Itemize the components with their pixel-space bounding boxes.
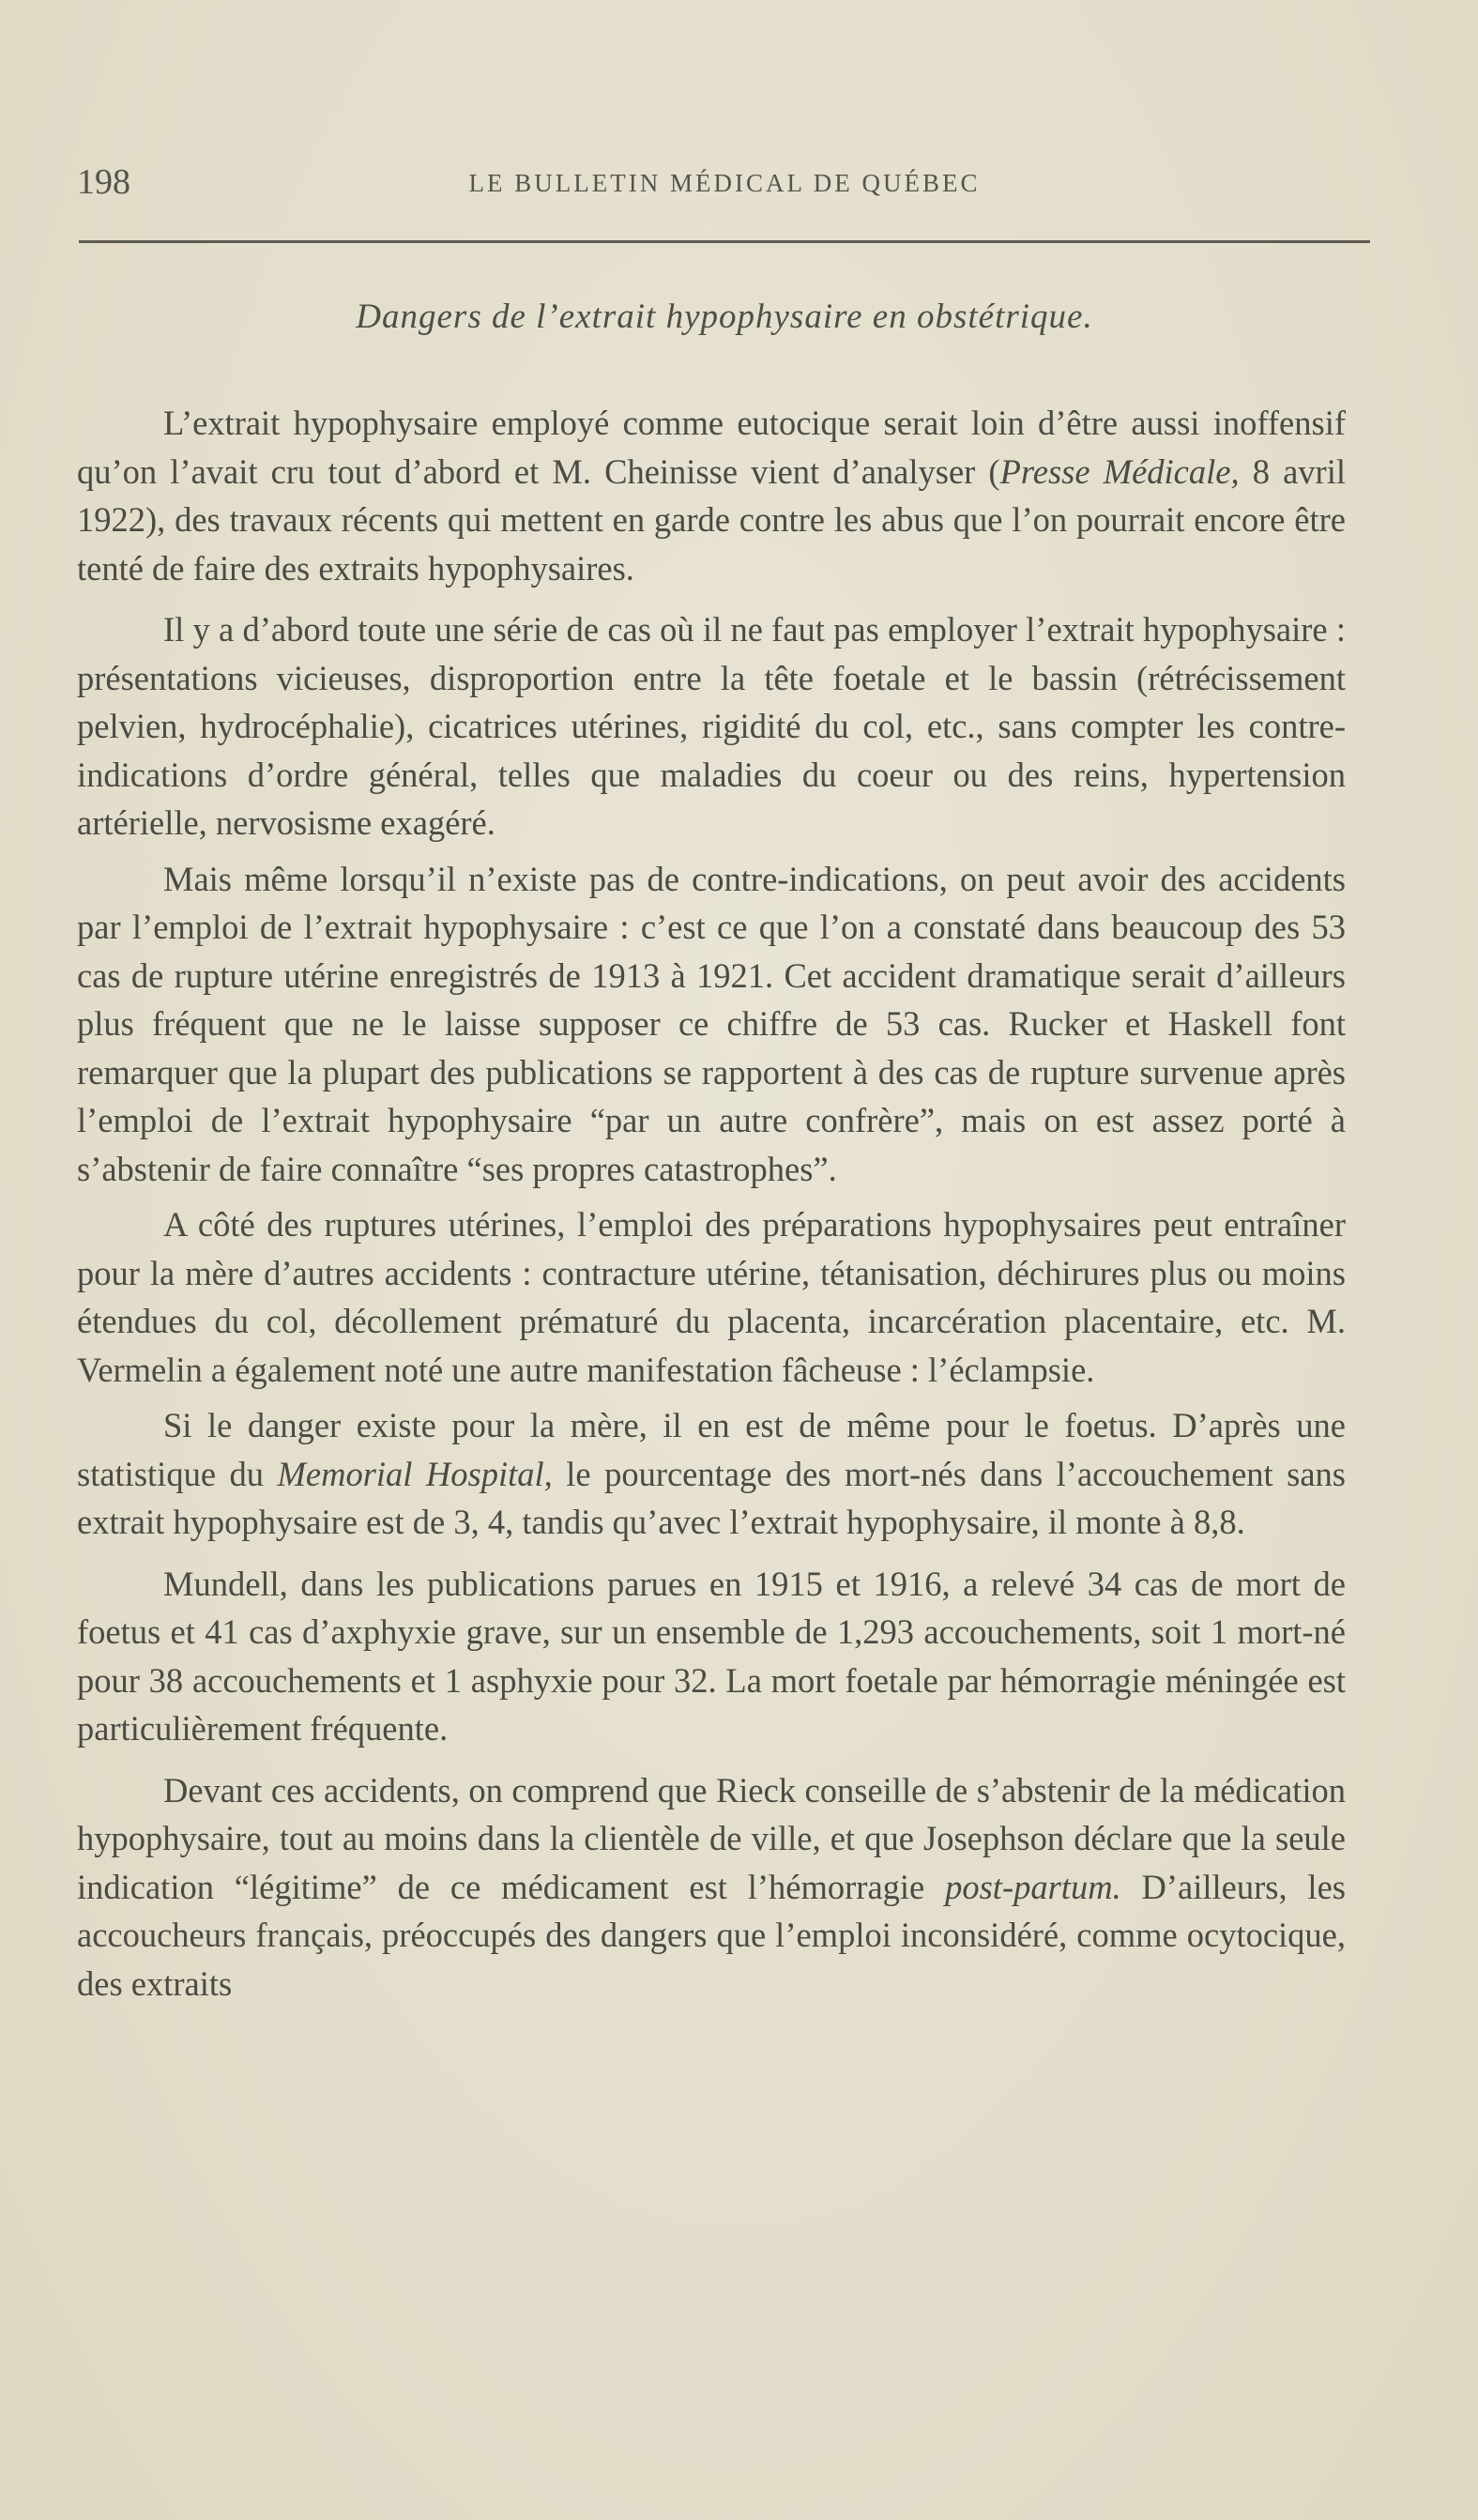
page-number: 198 [77, 162, 130, 202]
header-rule [79, 240, 1370, 243]
paragraph-6: Mundell, dans les publications parues en 1915 et 1916, a relevé 34 cas de mort de foetus et 41 cas d’axphyxie grave, sur un ensemble de 1,293 accouchements, soit 1 mort-né pour 38 accouchements et 1 asphyxie pour 32. La mort foetale par hémorragie méningée est particulièrement fréquente. [77, 1564, 1346, 1748]
paragraph-1-text-b: 8 avril 1922), des travaux récents qui mettent en garde contre les abus que l’on pourrait encore être tenté de faire des extraits hypophysaires. [77, 451, 1346, 588]
paragraph-7-text-b: D’ailleurs, les accoucheurs français, préoccupés des dangers que l’emploi inconsidéré, comme ocytocique, des extraits [77, 1867, 1346, 2003]
paragraph-1 [77, 399, 1346, 592]
paragraph-3: Mais même lorsqu’il n’existe pas de contre-indications, on peut avoir des accidents par l’emploi de l’extrait hypophysaire : c’est ce que l’on a constaté dans beaucoup des 53 cas de rupture utérine enregistrés de 1913 à 1921. Cet accident dramatique serait d’ailleurs plus fréquent que ne le laisse supposer ce chiffre de 53 cas. Rucker et Haskell font remarquer que la plupart des publications se rapportent à des cas de rupture survenue après l’emploi de l’extrait hypophysaire “par un autre confrère”, mais on est assez porté à s’abstenir de faire connaître “ses propres catastrophes”. [77, 859, 1346, 1188]
journal-citation: Presse Médicale, [999, 451, 1240, 491]
running-head: LE BULLETIN MÉDICAL DE QUÉBEC [468, 169, 981, 197]
post-partum-term: post-partum. [945, 1867, 1121, 1906]
paragraph-7 [77, 1766, 1346, 2008]
paragraph-2: Il y a d’abord toute une série de cas où il ne faut pas employer l’extrait hypophysaire : présentations vicieuses, disproportion entre la tête foetale et le bassin (rétrécissement pelvien, hydrocéphalie), cicatrices utérines, rigidité du col, etc., sans compter les contre-indications d’ordre général, telles que maladies du coeur ou des reins, hypertension artérielle, nervosisme exagéré. [77, 610, 1346, 842]
page-header [77, 161, 1372, 208]
paragraph-4: A côté des ruptures utérines, l’emploi des préparations hypophysaires peut entraîner pour la mère d’autres accidents : contracture utérine, tétanisation, déchirures plus ou moins étendues du col, décollement prématuré du placenta, incarcération placentaire, etc. M. Vermelin a également noté une autre manifestation fâcheuse : l’éclampsie. [77, 1205, 1346, 1389]
paragraph-5-text-b: le pourcentage des mort-nés dans l’accouchement sans extrait hypophysaire est de 3, 4, tandis qu’avec l’extrait hypophysaire, il monte à 8,8. [77, 1454, 1347, 1541]
hospital-name: Memorial Hospital, [277, 1454, 553, 1493]
paragraph-5 [77, 1401, 1346, 1547]
article-title: Dangers de l’extrait hypophysaire en obstétrique. [356, 298, 1093, 336]
paragraph-1-text-a: L’extrait hypophysaire employé comme eutocique serait loin d’être aussi inoffensif qu’on l’avait cru tout d’abord et M. Cheinisse vient d’analyser ( [77, 404, 1346, 491]
article-body [77, 399, 1346, 2015]
paragraph-7-text-a: Devant ces accidents, on comprend que Rieck conseille de s’abstenir de la médication hypophysaire, tout au moins dans la clientèle de ville, et que Josephson déclare que la seule indication “légitime” de ce médicament est l’hémorragie [77, 1770, 1346, 1906]
paragraph-5-text-a: Si le danger existe pour la mère, il en est de même pour le foetus. D’après une statistique du [77, 1406, 1346, 1493]
